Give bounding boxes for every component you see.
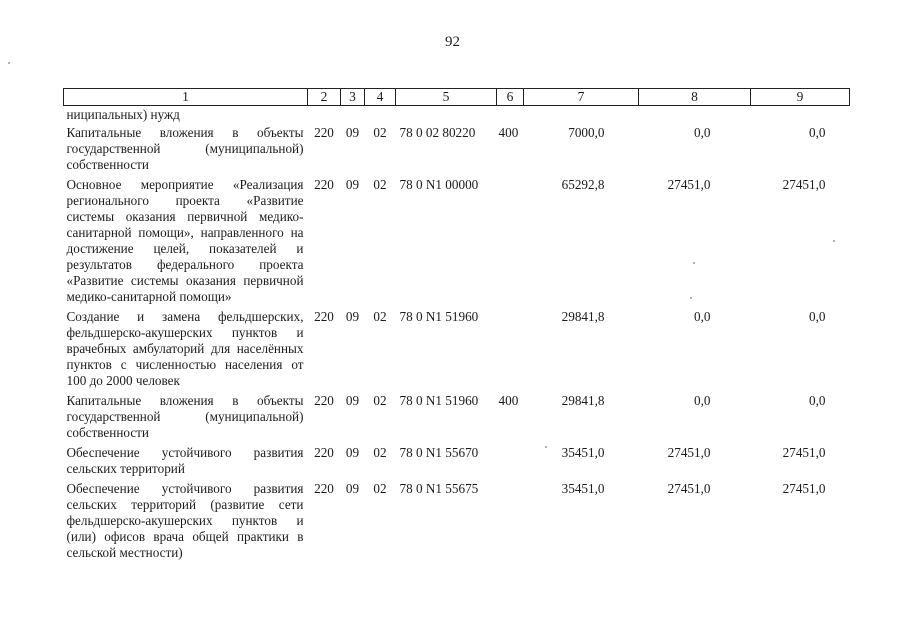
row-c4: 02	[373, 481, 387, 496]
row-c2: 220	[314, 309, 334, 324]
row-c8: 0,0	[694, 309, 711, 324]
row-c5: 78 0 N1 55670	[399, 445, 479, 460]
row-c6: 400	[498, 393, 519, 408]
page-number: 92	[445, 34, 460, 50]
row-c8: 0,0	[694, 393, 711, 408]
table-row	[64, 175, 850, 307]
row-c8: 27451,0	[667, 177, 711, 192]
col-header-7: 7	[524, 89, 639, 106]
row-c5: 78 0 N1 51960	[399, 309, 479, 324]
col-header-5: 5	[396, 89, 497, 106]
scan-speck	[690, 297, 692, 299]
row-c9: 27451,0	[782, 177, 826, 192]
row-c6	[497, 307, 524, 391]
col-header-4: 4	[365, 89, 396, 106]
scan-speck	[545, 446, 547, 448]
row-c6	[497, 479, 524, 563]
row-c7: 65292,8	[561, 177, 605, 192]
row-c9: 27451,0	[782, 481, 826, 496]
table-row	[64, 123, 850, 175]
row-name: Капитальные вложения в объекты государственной (муниципальной) собственности	[66, 125, 304, 172]
row-c2: 220	[314, 445, 334, 460]
col-header-3: 3	[341, 89, 365, 106]
row-c4: 02	[373, 393, 387, 408]
scan-speck	[8, 62, 10, 64]
row-c2: 220	[314, 177, 334, 192]
row-c3: 09	[345, 177, 360, 192]
col-header-9: 9	[751, 89, 850, 106]
row-c4: 02	[373, 445, 387, 460]
table-row	[64, 391, 850, 443]
table-row	[64, 307, 850, 391]
continuation-row	[64, 106, 850, 124]
row-c9: 27451,0	[782, 445, 826, 460]
row-c9: 0,0	[809, 125, 826, 140]
row-c5: 78 0 N1 55675	[399, 481, 479, 496]
row-c7: 35451,0	[561, 445, 605, 460]
row-c6	[497, 443, 524, 479]
row-c5: 78 0 N1 51960	[399, 393, 479, 408]
row-c7: 29841,8	[561, 393, 605, 408]
row-c9: 0,0	[809, 393, 826, 408]
col-header-1: 1	[64, 89, 308, 106]
row-name: Обеспечение устойчивого развития сельских территорий (развитие сети фельдшерско-акушерских пунктов и (или) офисов врача общей практики в сельской местности)	[66, 481, 304, 560]
row-c8: 27451,0	[667, 445, 711, 460]
row-c3: 09	[345, 445, 360, 460]
row-c6	[497, 175, 524, 307]
row-c5: 78 0 02 80220	[399, 125, 476, 140]
row-c9: 0,0	[809, 309, 826, 324]
row-c3: 09	[345, 393, 360, 408]
table-row	[64, 479, 850, 563]
row-c3: 09	[345, 125, 360, 140]
row-c6: 400	[498, 125, 519, 140]
row-c4: 02	[373, 177, 387, 192]
row-c4: 02	[373, 125, 387, 140]
row-c8: 0,0	[694, 125, 711, 140]
budget-table	[63, 88, 850, 563]
row-c5: 78 0 N1 00000	[399, 177, 479, 192]
row-name: Создание и замена фельдшерских, фельдшерско-акушерских пунктов и врачебных амбулаторий для населённых пунктов с численностью населения от 100 до 2000 человек	[66, 309, 304, 388]
row-c7: 7000,0	[568, 125, 605, 140]
row-c3: 09	[345, 481, 360, 496]
row-c7: 35451,0	[561, 481, 605, 496]
table-row	[64, 443, 850, 479]
row-c7: 29841,8	[561, 309, 605, 324]
col-header-8: 8	[639, 89, 751, 106]
header-row	[64, 89, 850, 106]
row-c8: 27451,0	[667, 481, 711, 496]
col-header-6: 6	[497, 89, 524, 106]
row-c2: 220	[314, 481, 334, 496]
row-name: Капитальные вложения в объекты государственной (муниципальной) собственности	[66, 393, 304, 440]
col-header-2: 2	[308, 89, 341, 106]
row-c3: 09	[345, 309, 360, 324]
scan-speck	[693, 262, 695, 264]
continuation-text: ниципальных) нужд	[66, 107, 180, 122]
scan-speck	[833, 240, 835, 242]
row-name: Основное мероприятие «Реализация регионального проекта «Развитие системы оказания первичной медико-санитарной помощи», направленного на достижение целей, показателей и результатов федерального проекта «Развитие системы оказания первичной медико-санитарной помощи»	[66, 177, 304, 304]
row-name: Обеспечение устойчивого развития сельских территорий	[66, 445, 304, 476]
row-c2: 220	[314, 393, 334, 408]
row-c2: 220	[314, 125, 334, 140]
row-c4: 02	[373, 309, 387, 324]
